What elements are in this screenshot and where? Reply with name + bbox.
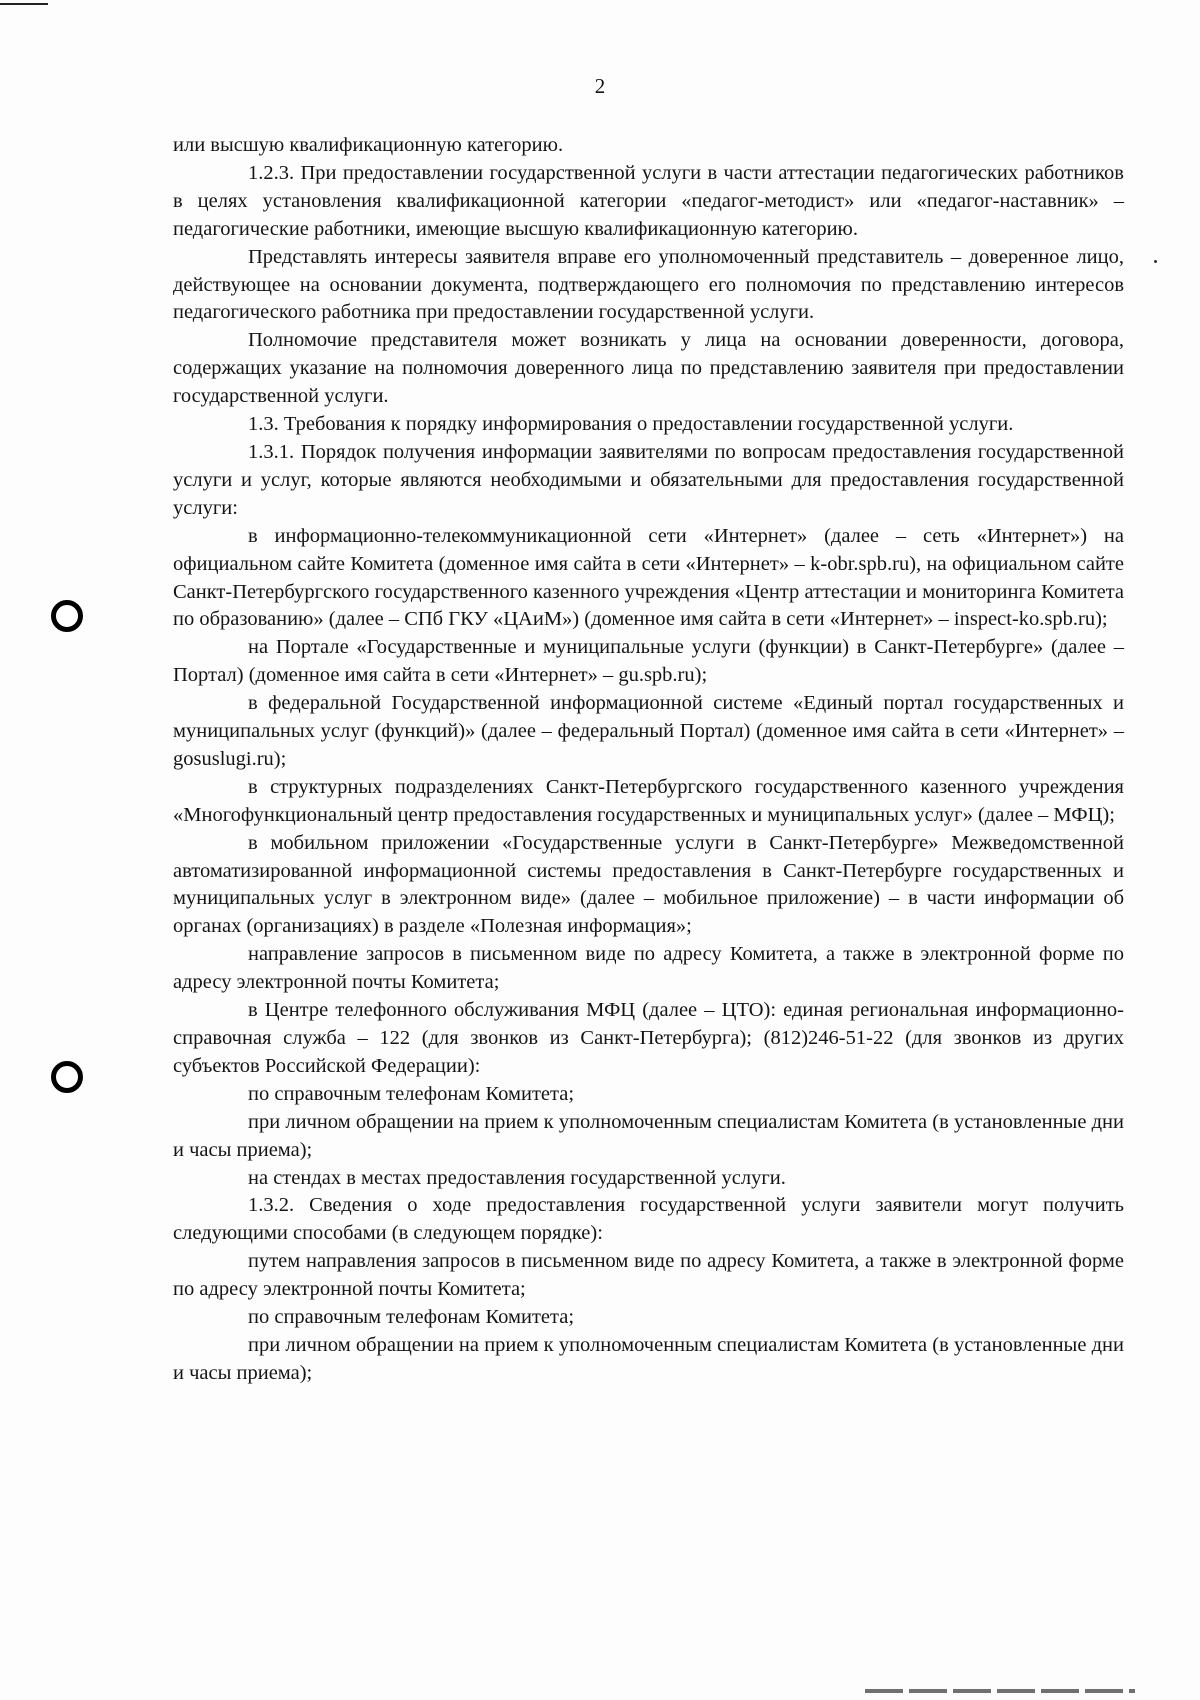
paragraph-1-3: 1.3. Требования к порядку информирования о предоставлении государственной услуги.: [248, 413, 1014, 436]
punch-hole-icon: [51, 1061, 83, 1093]
paragraph-1-3-2: 1.3.2. Сведения о ходе предоставления государственной услуги заявители могут получить следующими способами (в следующем порядке):: [173, 1194, 1124, 1245]
paragraph-1-2-3: 1.2.3. При предоставлении государственной услуги в части аттестации педагогических работников в целях установления квалификационной категории «педагог-методист» или «педагог-наставник» – педагогические работники, имеющие высшую квалификационную категорию.: [173, 161, 1124, 240]
paragraph-authority: Полномочие представителя может возникать у лица на основании доверенности, договора, содержащих указание на полномочия доверенного лица по представлению заявителя при предоставлении государственной услуги.: [173, 329, 1124, 408]
paragraph-written-requests: направление запросов в письменном виде по адресу Комитета, а также в электронной форме по адресу электронной почты Комитета;: [173, 943, 1124, 994]
scan-artifact-top: [0, 3, 48, 5]
paragraph-personal-visit-2: при личном обращении на прием к уполномоченным специалистам Комитета (в установленные дни и часы приема);: [173, 1333, 1124, 1384]
punch-hole-icon: [51, 600, 83, 632]
document-body: [173, 132, 1124, 1388]
paragraph-mobile-app: в мобильном приложении «Государственные услуги в Санкт-Петербурге» Межведомственной автоматизированной информационной системы предоставления в Санкт-Петербурге государственных и муниципальных услуг в электронном виде» (далее – мобильное приложение) – в части информации об органах (организациях) в разделе «Полезная информация»;: [173, 831, 1124, 938]
paragraph-1-3-1: 1.3.1. Порядок получения информации заявителями по вопросам предоставления государственной услуги и услуг, которые являются необходимыми и обязательными для предоставления государственной услуги:: [173, 440, 1124, 519]
paragraph-representative: Представлять интересы заявителя вправе его уполномоченный представитель – доверенное лицо, действующее на основании документа, подтверждающего его полномочия по представлению интересов педагогического работника при предоставлении государственной услуги.: [173, 245, 1124, 324]
paragraph-mfc: в структурных подразделениях Санкт-Петербургского государственного казенного учреждения «Многофункциональный центр предоставления государственных и муниципальных услуг» (далее – МФЦ);: [173, 775, 1124, 826]
paragraph-portal: на Портале «Государственные и муниципальные услуги (функции) в Санкт-Петербурге» (далее – Портал) (доменное имя сайта в сети «Интернет» – gu.spb.ru);: [173, 636, 1124, 687]
paragraph-written-requests-2: путем направления запросов в письменном виде по адресу Комитета, а также в электронной форме по адресу электронной почты Комитета;: [173, 1250, 1124, 1301]
paragraph-reference-phones: по справочным телефонам Комитета;: [248, 1082, 575, 1105]
paragraph-reference-phones-2: по справочным телефонам Комитета;: [248, 1306, 575, 1329]
page-number: 2: [594, 74, 606, 98]
paragraph-federal-portal: в федеральной Государственной информационной системе «Единый портал государственных и муниципальных услуг (функций)» (далее – федеральный Портал) (доменное имя сайта в сети «Интернет» – gosuslugi.ru);: [173, 692, 1124, 770]
paragraph-continuation: или высшую квалификационную категорию.: [173, 134, 564, 156]
paragraph-internet: в информационно-телекоммуникационной сети «Интернет» (далее – сеть «Интернет») на официальном сайте Комитета (доменное имя сайта в сети «Интернет» – k-obr.spb.ru), на официальном сайте Санкт-Петербургского государственного казенного учреждения «Центр аттестации и мониторинга Комитета по образованию» (далее – СПб ГКУ «ЦАиМ») (доменное имя сайта в сети «Интернет» – inspect-ko.spb.ru);: [173, 524, 1124, 631]
scan-dot: [1154, 260, 1157, 263]
paragraph-personal-visit: при личном обращении на прием к уполномоченным специалистам Комитета (в установленные дни и часы приема);: [173, 1110, 1124, 1161]
scan-artifact-bottom: [865, 1689, 1135, 1693]
paragraph-stands: на стендах в местах предоставления государственной услуги.: [248, 1166, 786, 1189]
paragraph-phone-center: в Центре телефонного обслуживания МФЦ (далее – ЦТО): единая региональная информационно-справочная служба – 122 (для звонков из Санкт-Петербурга); (812)246-51-22 (для звонков из других субъектов Российской Федерации):: [173, 999, 1124, 1077]
